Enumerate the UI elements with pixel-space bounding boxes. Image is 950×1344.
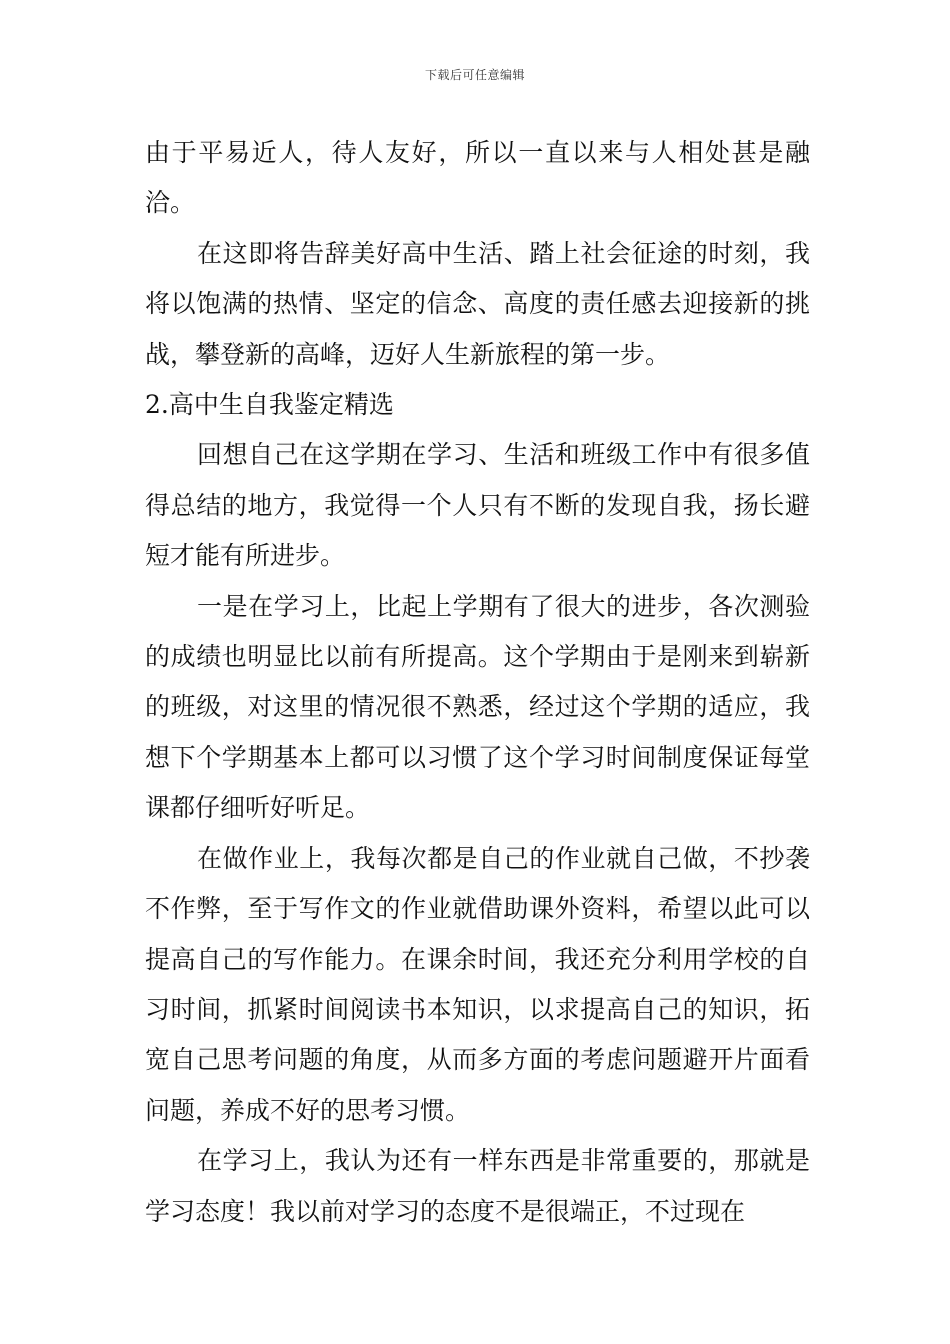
paragraph-3: 回想自己在这学期在学习、生活和班级工作中有很多值得总结的地方，我觉得一个人只有不断的发现自我，扬长避短才能有所进步。	[145, 440, 810, 571]
section-heading: 2.高中生自我鉴定精选	[145, 390, 394, 420]
paragraph-6: 在学习上，我认为还有一样东西是非常重要的，那就是学习态度！我以前对学习的态度不是很端正，不过现在	[145, 1146, 810, 1226]
paragraph-5: 在做作业上，我每次都是自己的作业就自己做，不抄袭不作弊，至于写作文的作业就借助课外资料，希望以此可以提高自己的写作能力。在课余时间，我还充分利用学校的自习时间，抓紧时间阅读书本知识，以求提高自己的知识，拓宽自己思考问题的角度，从而多方面的考虑问题避开片面看问题，养成不好的思考习惯。	[145, 843, 810, 1125]
paragraph-1: 由于平易近人，待人友好，所以一直以来与人相处甚是融洽。	[145, 138, 810, 218]
page-header: 下载后可任意编辑	[424, 68, 525, 82]
document-body	[145, 128, 810, 1237]
paragraph-4: 一是在学习上，比起上学期有了很大的进步，各次测验的成绩也明显比以前有所提高。这个学期由于是刚来到崭新的班级，对这里的情况很不熟悉，经过这个学期的适应，我想下个学期基本上都可以习惯了这个学习时间制度保证每堂课都仔细听好听足。	[145, 591, 810, 823]
paragraph-2: 在这即将告辞美好高中生活、踏上社会征途的时刻，我将以饱满的热情、坚定的信念、高度的责任感去迎接新的挑战，攀登新的高峰，迈好人生新旅程的第一步。	[145, 238, 810, 369]
